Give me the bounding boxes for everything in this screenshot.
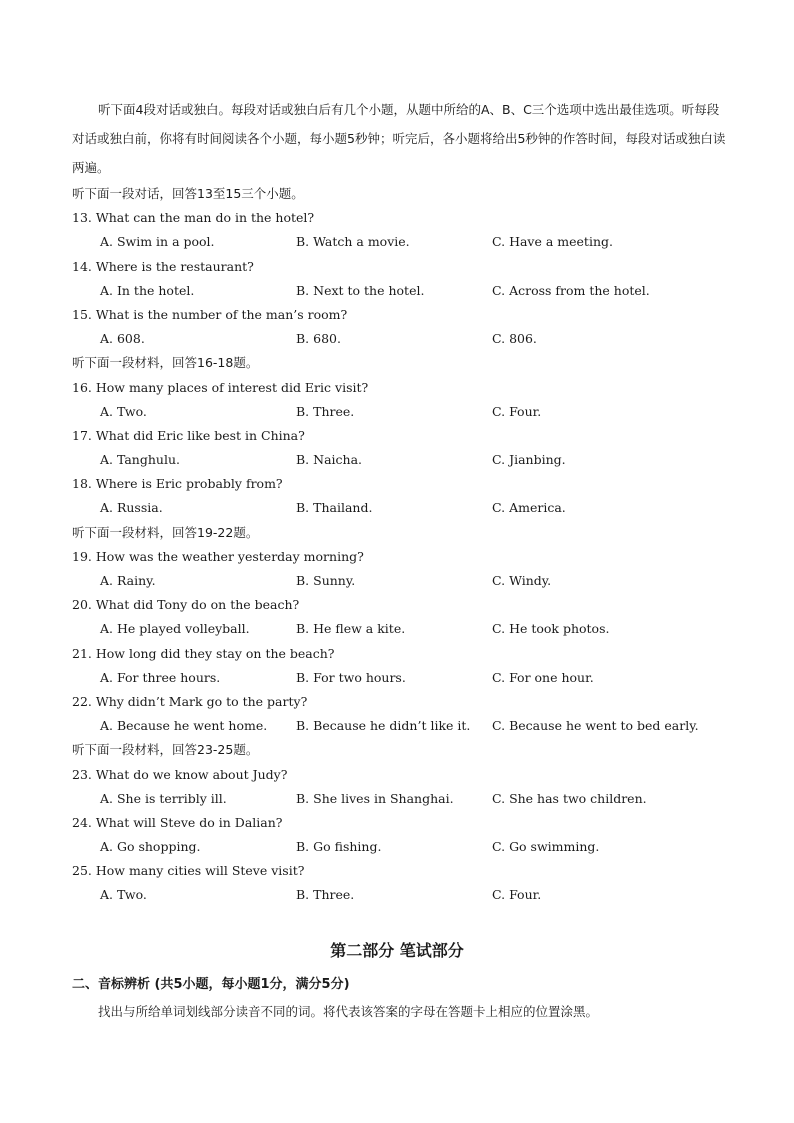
option-a: A. Because he went home. xyxy=(100,718,268,734)
section-two-instruction: 找出与所给单词划线部分读音不同的词。将代表该答案的字母在答题卡上相应的位置涂黑。 xyxy=(98,1004,599,1019)
option-c: C. She has two children. xyxy=(492,790,647,806)
question-text: 13. What can the man do in the hotel? xyxy=(72,210,315,226)
option-b: B. Three. xyxy=(296,887,355,903)
option-b: B. Naicha. xyxy=(296,452,362,468)
options-row xyxy=(72,230,727,254)
option-b: B. Because he didn’t like it. xyxy=(296,718,471,734)
options-row xyxy=(72,327,727,351)
option-b: B. 680. xyxy=(296,331,341,347)
option-c: C. 806. xyxy=(492,331,537,347)
option-a: A. 608. xyxy=(100,331,145,347)
option-c: C. Go swimming. xyxy=(492,839,600,855)
option-b: B. Three. xyxy=(296,403,355,419)
option-b: B. Sunny. xyxy=(296,573,356,588)
options-row xyxy=(72,883,727,907)
option-a: A. Rainy. xyxy=(100,573,156,588)
question-text: 17. What did Eric like best in China? xyxy=(72,427,305,443)
question-text: 22. Why didn’t Mark go to the party? xyxy=(72,693,308,709)
group-heading: 听下面一段材料，回答19-22题。 xyxy=(72,524,259,540)
question-text: 23. What do we know about Judy? xyxy=(72,766,288,782)
question-text: 21. How long did they stay on the beach? xyxy=(72,645,335,661)
option-a: A. In the hotel. xyxy=(100,282,195,298)
options-row xyxy=(72,835,727,859)
option-a: A. For three hours. xyxy=(100,669,221,685)
option-a: A. Russia. xyxy=(100,500,163,516)
option-c: C. Have a meeting. xyxy=(492,234,613,250)
option-a: A. Swim in a pool. xyxy=(100,234,215,250)
options-row xyxy=(72,496,727,520)
option-b: B. He flew a kite. xyxy=(296,621,406,637)
option-b: B. For two hours. xyxy=(296,669,406,685)
options-row xyxy=(72,279,727,303)
option-b: B. Next to the hotel. xyxy=(296,282,425,298)
options-row xyxy=(72,569,727,593)
option-c: C. Jianbing. xyxy=(492,452,566,468)
option-c: C. For one hour. xyxy=(492,669,594,685)
option-a: A. She is terribly ill. xyxy=(100,790,227,806)
option-b: B. Go fishing. xyxy=(296,839,382,855)
question-groups xyxy=(72,182,727,908)
listening-instructions: 听下面4段对话或独白。每段对话或独白后有几个小题，从题中所给的A、B、C三个选项中选出最佳选项。听每段对话或独白前，你将有时间阅读各个小题，每小题5秒钟；听完后，各小题将给出5秒钟的作答时间，每段对话或独白读两遍。 xyxy=(72,102,726,175)
option-c: C. Four. xyxy=(492,403,542,419)
options-row xyxy=(72,714,727,738)
question-text: 18. Where is Eric probably from? xyxy=(72,476,283,492)
question-text: 24. What will Steve do in Dalian? xyxy=(72,814,283,830)
option-a: A. He played volleyball. xyxy=(100,621,250,637)
question-text: 20. What did Tony do on the beach? xyxy=(72,597,300,613)
option-b: B. Thailand. xyxy=(296,500,373,516)
group-heading: 听下面一段对话，回答13至15三个小题。 xyxy=(72,186,304,201)
part-two-title: 第二部分 笔试部分 xyxy=(330,941,464,960)
option-c: C. Four. xyxy=(492,887,542,903)
options-row xyxy=(72,448,727,472)
option-a: A. Tanghulu. xyxy=(100,452,180,468)
options-row xyxy=(72,617,727,641)
option-a: A. Two. xyxy=(100,887,147,903)
section-two-heading: 二、音标辨析 (共5小题，每小题1分，满分5分) xyxy=(72,977,350,992)
option-a: A. Two. xyxy=(100,403,147,419)
option-b: B. Watch a movie. xyxy=(296,234,410,250)
option-c: C. America. xyxy=(492,500,566,516)
group-heading: 听下面一段材料，回答16-18题。 xyxy=(72,355,259,371)
options-row xyxy=(72,400,727,424)
group-heading: 听下面一段材料，回答23-25题。 xyxy=(72,742,259,758)
question-text: 19. How was the weather yesterday morning? xyxy=(72,548,364,564)
question-text: 25. How many cities will Steve visit? xyxy=(72,863,305,879)
question-text: 16. How many places of interest did Eric visit? xyxy=(72,379,369,395)
option-c: C. Windy. xyxy=(492,573,552,588)
option-b: B. She lives in Shanghai. xyxy=(296,790,454,806)
option-c: C. Because he went to bed early. xyxy=(492,718,699,734)
option-a: A. Go shopping. xyxy=(100,839,201,855)
exam-content xyxy=(72,95,727,908)
option-c: C. He took photos. xyxy=(492,621,610,637)
options-row xyxy=(72,666,727,690)
option-c: C. Across from the hotel. xyxy=(492,282,650,298)
question-text: 15. What is the number of the man’s room? xyxy=(72,306,348,322)
options-row xyxy=(72,787,727,811)
question-text: 14. Where is the restaurant? xyxy=(72,258,254,274)
